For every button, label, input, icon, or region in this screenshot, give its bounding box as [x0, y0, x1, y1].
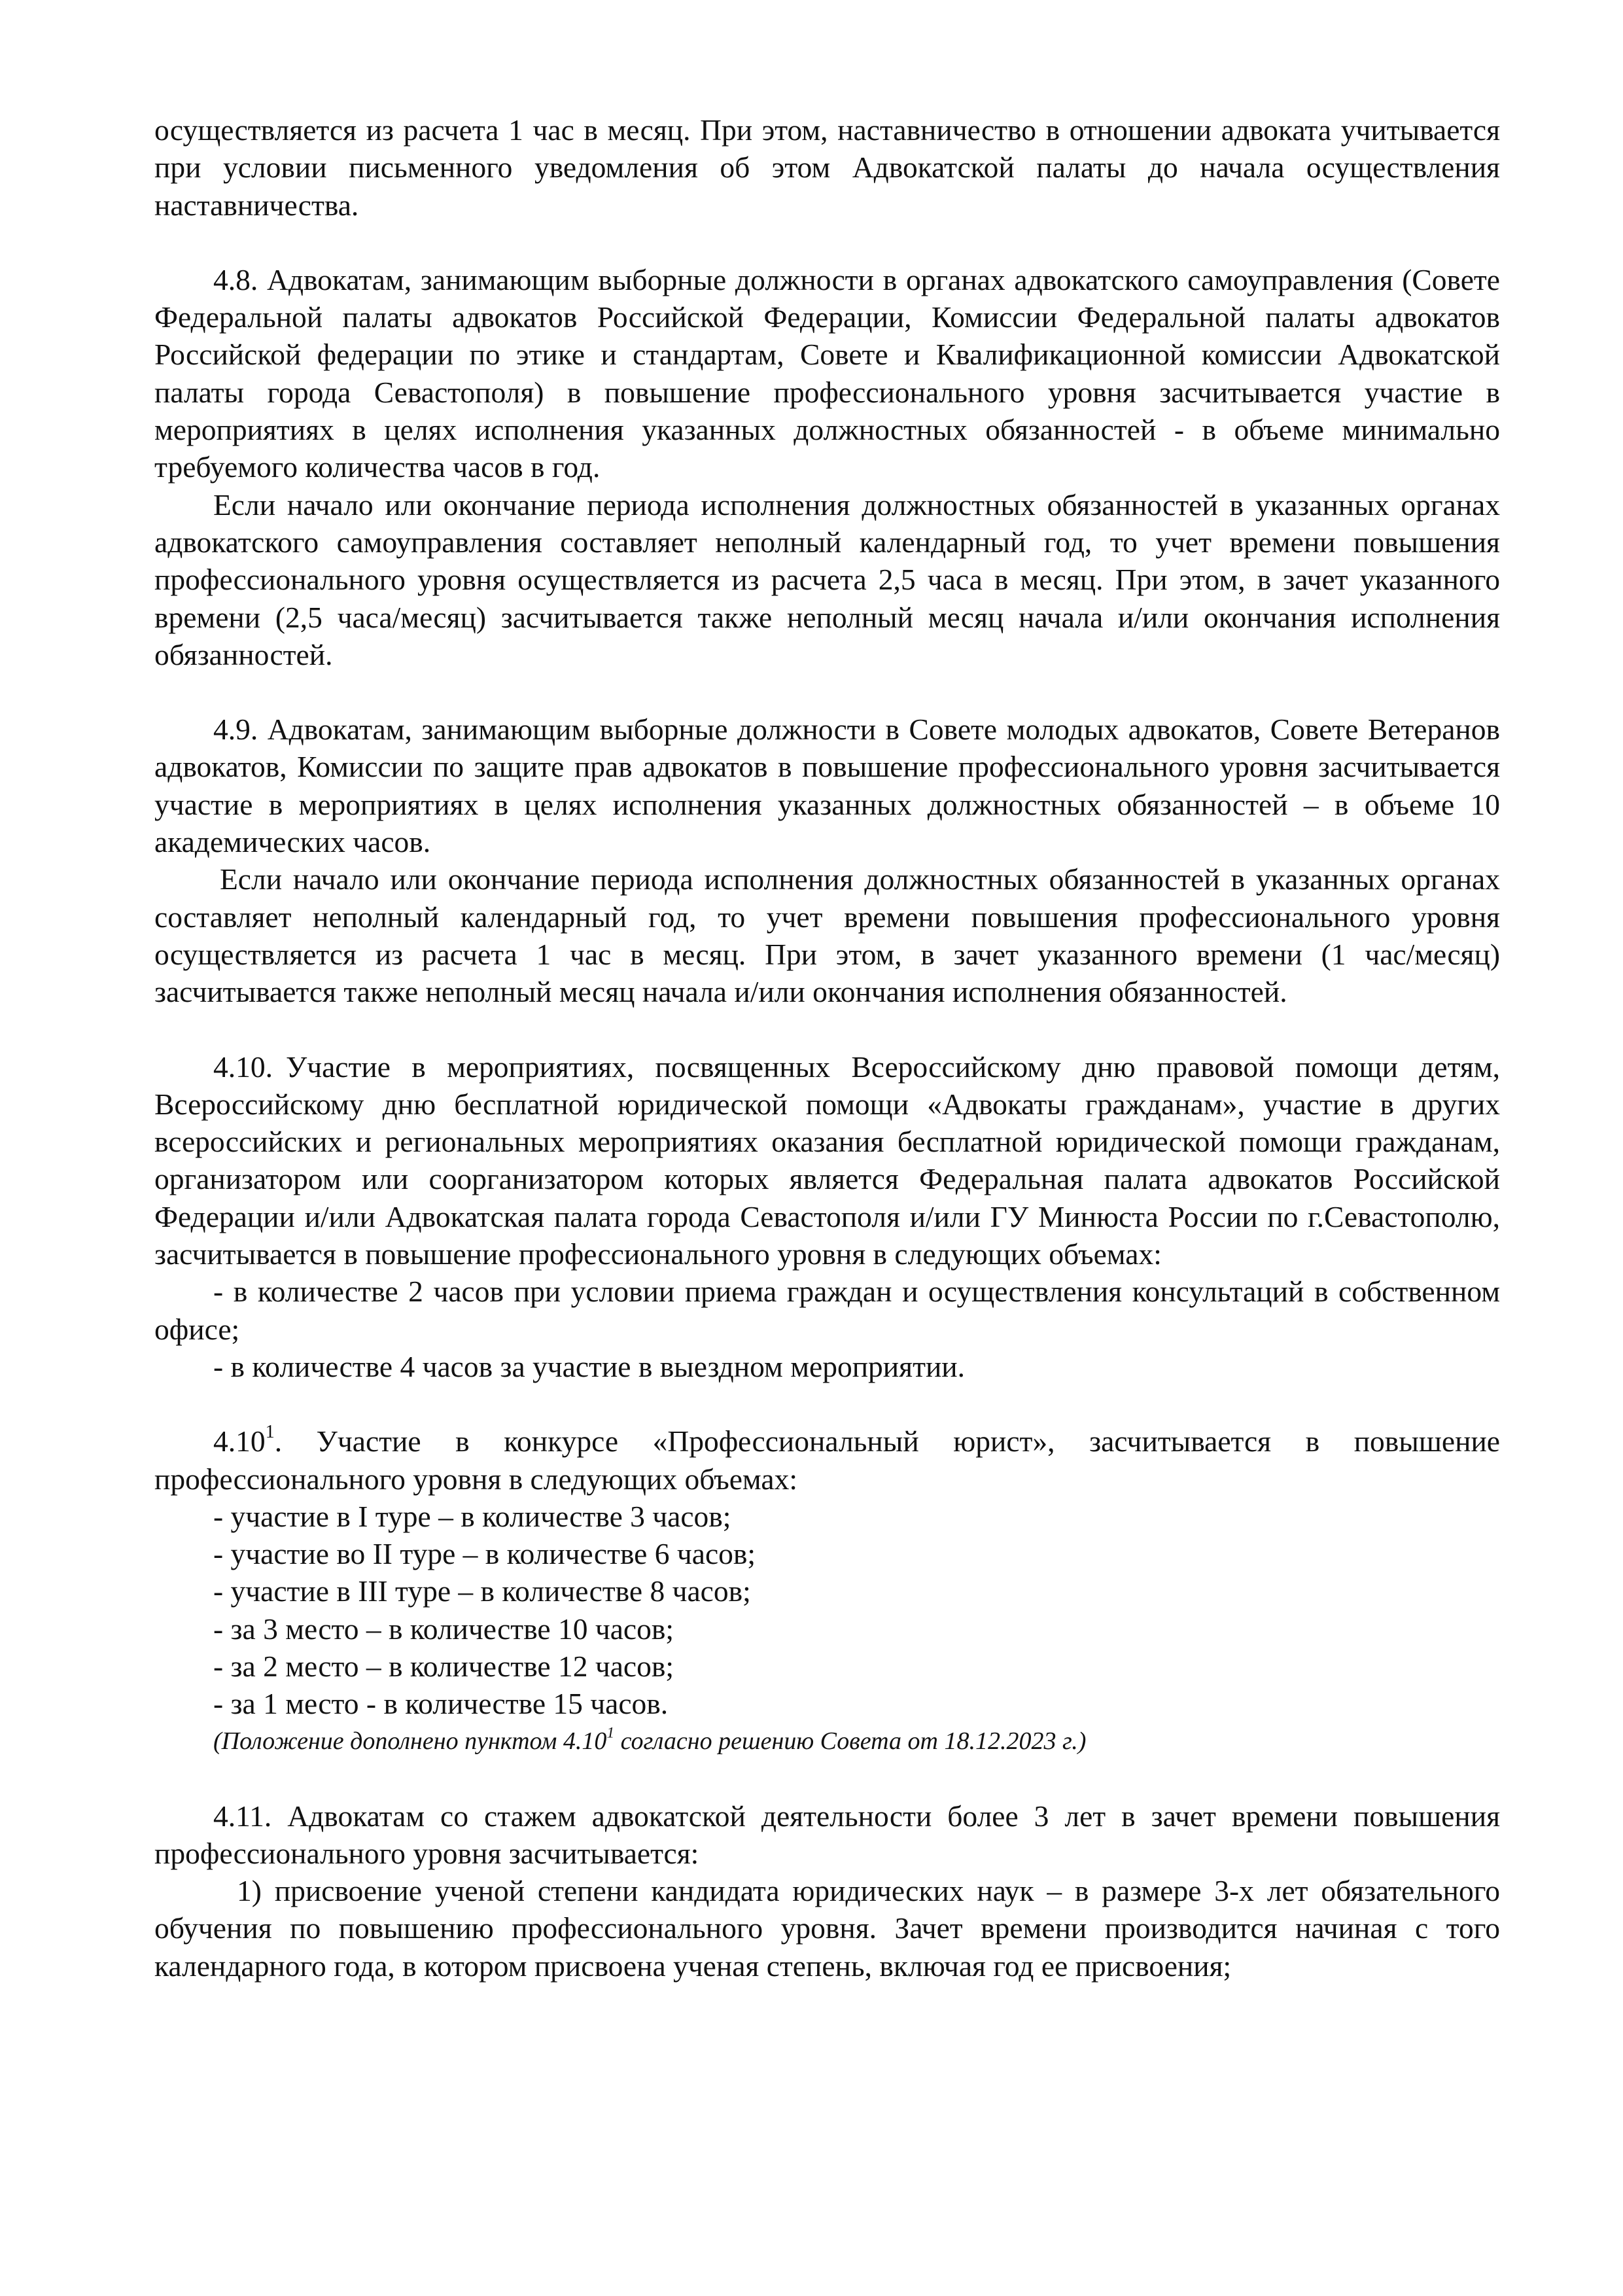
- spacer: [154, 224, 1500, 261]
- list-item: - участие во II туре – в количестве 6 часов;: [213, 1537, 756, 1571]
- spacer: [154, 1385, 1500, 1422]
- section-4-10-number: 4.10.: [213, 1050, 273, 1084]
- section-4-10-1-paragraph: [154, 1422, 1500, 1498]
- spacer: [154, 1011, 1500, 1048]
- section-4-11-paragraph-1: 4.11. Адвокатам со стажем адвокатской деятельности более 3 лет в зачет времени повышения профессионального уровня засчитывается:: [154, 1799, 1500, 1870]
- amendment-note-end: согласно решению Совета от 18.12.2023 г.): [614, 1727, 1087, 1755]
- intro-paragraph: осуществляется из расчета 1 час в месяц. При этом, наставничество в отношении адвоката учитывается при условии письменного уведомления об этом Адвокатской палаты до начала осуществления наставничества.: [154, 113, 1500, 222]
- section-4-10-1-number: 4.10: [213, 1424, 266, 1458]
- document-page: [154, 111, 1500, 1985]
- spacer: [154, 673, 1500, 711]
- list-item: - за 2 место – в количестве 12 часов;: [213, 1649, 674, 1683]
- section-4-10-item-2: - в количестве 4 часов за участие в выездном мероприятии.: [213, 1349, 966, 1383]
- spacer: [154, 1760, 1500, 1797]
- list-item: - за 3 место – в количестве 10 часов;: [213, 1612, 674, 1646]
- amendment-note-start: (Положение дополнено пунктом 4.10: [213, 1727, 607, 1755]
- section-4-8-paragraph-1: 4.8. Адвокатам, занимающим выборные должности в органах адвокатского самоуправления (Совете Федеральной палаты адвокатов Российской Федерации, Комиссии Федеральной палаты адвокатов Российской федерации по этике и стандартам, Совете и Квалификационной комиссии Адвокатской палаты города Севастополя) в повышение профессионального уровня засчитывается участие в мероприятиях в целях исполнения указанных должностных обязанностей - в объеме минимально требуемого количества часов в год.: [154, 262, 1500, 484]
- section-4-10-1-text: . Участие в конкурсе «Профессиональный юрист», засчитывается в повышение профессионального уровня в следующих объемах:: [154, 1424, 1500, 1496]
- section-4-8-paragraph-2: Если начало или окончание периода исполнения должностных обязанностей в указанных органах адвокатского самоуправления составляет неполный календарный год, то учет времени повышения профессионального уровня осуществляется из расчета 2,5 часа в месяц. При этом, в зачет указанного времени (2,5 часа/месяц) засчитывается также неполный месяц начала и/или окончания исполнения обязанностей.: [154, 487, 1500, 671]
- amendment-note: [154, 1723, 1500, 1760]
- section-4-11-paragraph-2: 1) присвоение ученой степени кандидата юридических наук – в размере 3-х лет обязательного обучения по повышению профессионального уровня. Зачет времени производится начиная с того календарного года, в котором присвоена ученая степень, включая год ее присвоения;: [154, 1874, 1500, 1983]
- list-item: - за 1 место - в количестве 15 часов.: [213, 1687, 669, 1721]
- section-4-9-paragraph-2: Если начало или окончание периода исполнения должностных обязанностей в указанных органах составляет неполный календарный год, то учет времени повышения профессионального уровня осуществляется из расчета 1 час в месяц. При этом, в зачет указанного времени (1 час/месяц) засчитывается также неполный месяц начала и/или окончания исполнения обязанностей.: [154, 862, 1500, 1009]
- section-4-10-1-superscript: 1: [265, 1422, 275, 1443]
- list-item: - участие в I туре – в количестве 3 часов;: [213, 1499, 731, 1533]
- section-4-10-text: Участие в мероприятиях, посвященных Всероссийскому дню правовой помощи детям, Всероссийскому дню бесплатной юридической помощи «Адвокаты гражданам», участие в других всероссийских и региональных мероприятиях оказания бесплатной юридической помощи гражданам, организатором или соорганизатором которых является Федеральная палата адвокатов Российской Федерации и/или Адвокатская палата города Севастополя и/или ГУ Минюста России по г.Севастополю, засчитывается в повышение профессионального уровня в следующих объемах:: [154, 1050, 1500, 1271]
- list-item: - участие в III туре – в количестве 8 часов;: [213, 1574, 751, 1608]
- section-4-10-paragraph: [154, 1048, 1500, 1273]
- amendment-note-superscript: 1: [606, 1723, 615, 1741]
- section-4-10-item-1: - в количестве 2 часов при условии приема граждан и осуществления консультаций в собственном офисе;: [154, 1275, 1500, 1346]
- section-4-9-paragraph-1: 4.9. Адвокатам, занимающим выборные должности в Совете молодых адвокатов, Совете Ветеранов адвокатов, Комиссии по защите прав адвокатов в повышение профессионального уровня засчитывается участие в мероприятиях в целях исполнения указанных должностных обязанностей – в объеме 10 академических часов.: [154, 713, 1500, 859]
